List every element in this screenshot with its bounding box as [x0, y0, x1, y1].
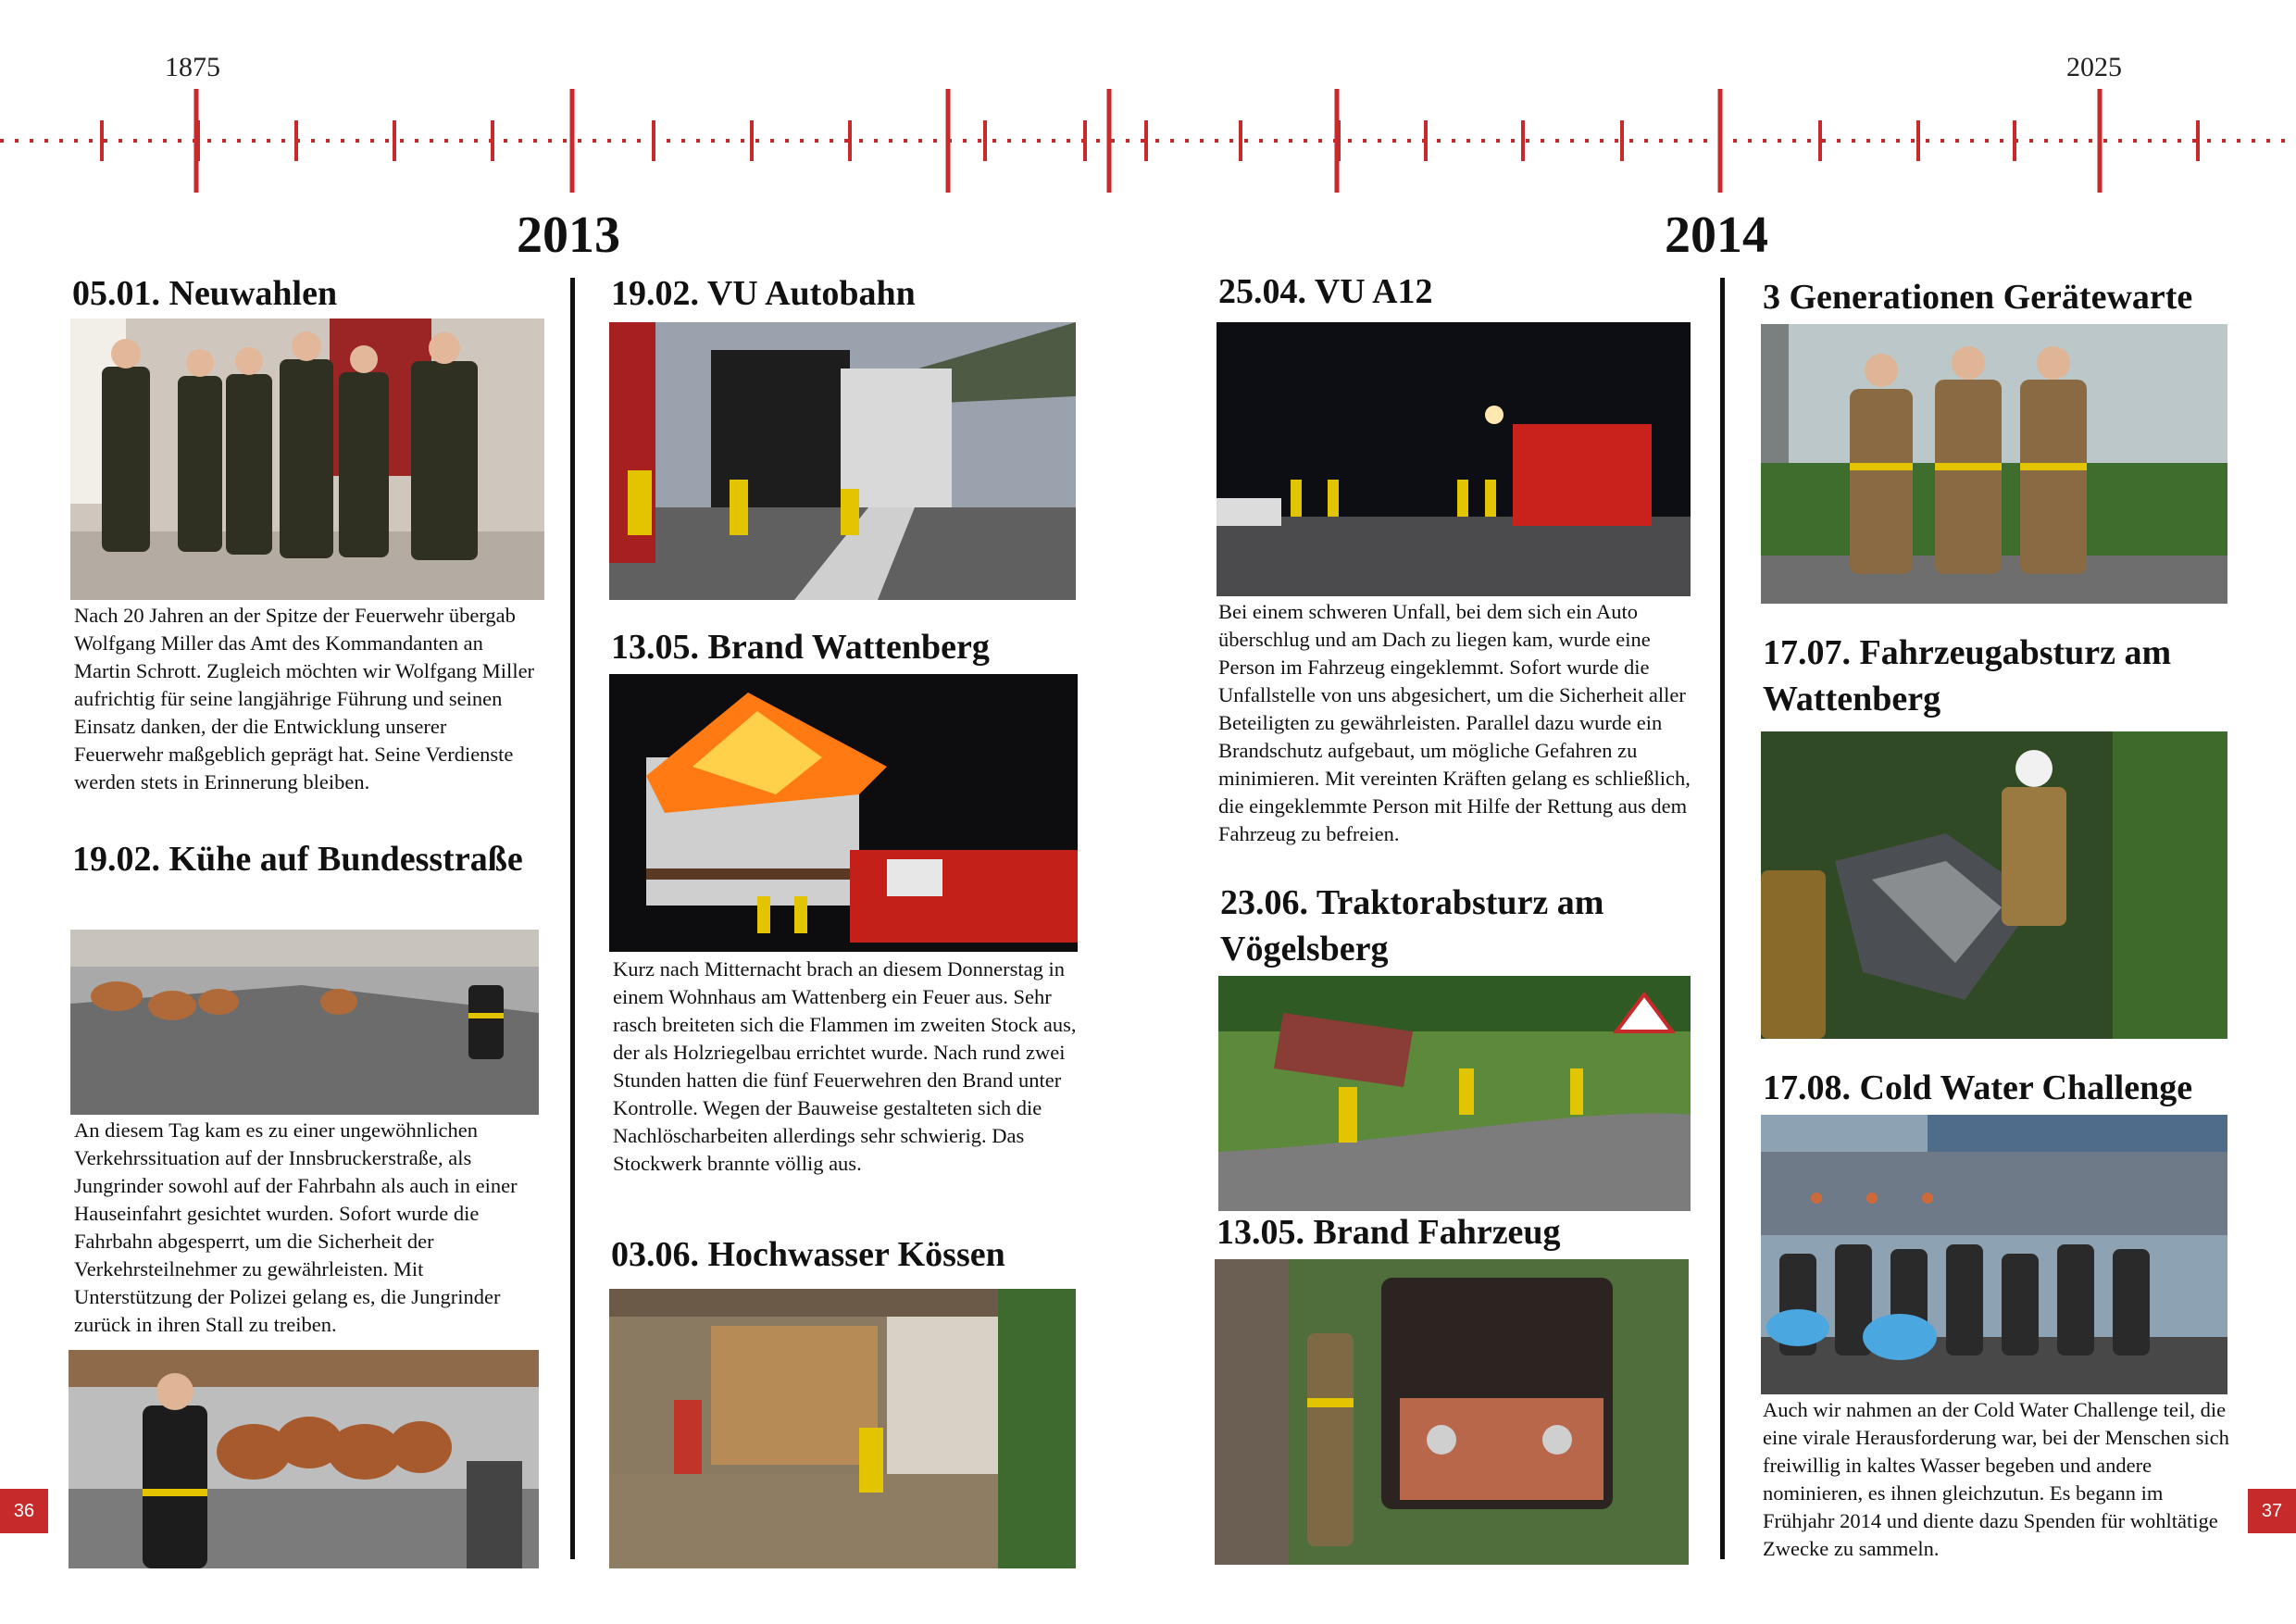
- column-divider-right: [1720, 278, 1725, 1559]
- year-heading-2013: 2013: [517, 206, 620, 264]
- timeline: [0, 0, 2296, 199]
- text-kuehe: An diesem Tag kam es zu einer ungewöhnlichen Verkehrssituation auf der Innsbruckerstraße, als Jungrinder sowohl auf der Fahrbahn als auch in einer Hauseinfahrt gesichtet wurden. Sofort wurde die Fahrbahn abgesperrt, um die Sicherheit der Verkehrsteilnehmer zu gewährleisten. Mit Unterstützung der Polizei gelang es, die Jungrinder zurück in ihren Stall zu treiben.: [74, 1118, 518, 1336]
- section-title-geraetewarte: 3 Generationen Gerätewarte: [1763, 278, 2193, 317]
- text-neuwahlen: Nach 20 Jahren an der Spitze der Feuerwehr übergab Wolfgang Miller das Amt des Kommandanten an Martin Schrott. Zugleich möchten wir Wolfgang Miller aufrichtig für seine langjährige Führung und seinen Einsatz danken, der die Entwicklung unserer Feuerwehr maßgeblich geprägt hat. Seine Verdienste werden stets in Erinnerung bleiben.: [74, 604, 535, 793]
- text-cold-water: Auch wir nahmen an der Cold Water Challenge teil, die eine virale Herausforderung war, bei der Menschen sich freiwillig in kaltes Wasser begeben und andere nominieren, es ihnen gleichzutun. Es begann im Frühjahr 2014 und diente dazu Spenden für wohltätige Zwecke zu sammeln.: [1763, 1398, 2229, 1560]
- column-divider-left: [570, 278, 575, 1559]
- section-title-brand-fahrzeug: 13.05. Brand Fahrzeug: [1217, 1213, 1561, 1252]
- photo-cold-water: [1761, 1115, 2227, 1394]
- photo-fahrzeugabsturz: [1761, 731, 2227, 1039]
- page-number-left: 36: [0, 1489, 48, 1533]
- year-heading-2014: 2014: [1665, 206, 1768, 264]
- section-title-neuwahlen: 05.01. Neuwahlen: [72, 274, 338, 313]
- timeline-axis: [0, 0, 2296, 199]
- photo-vu-autobahn: [609, 322, 1076, 600]
- section-title-fahrzeugabsturz: 17.07. Fahrzeugabsturz am Wattenberg: [1763, 633, 2172, 718]
- page-number-right: 37: [2248, 1489, 2296, 1533]
- photo-vu-a12: [1217, 322, 1691, 596]
- photo-kuehe-stall: [69, 1350, 539, 1568]
- text-vu-a12: Bei einem schweren Unfall, bei dem sich ein Auto überschlug und am Dach zu liegen kam, wurde eine Person im Fahrzeug eingeklemmt. Sofort wurde die Unfallstelle von uns abgesichert, um die Sicherheit aller Beteiligten zu gewährleisten. Parallel dazu wurde ein Brandschutz aufgebaut, um mögliche Gefahren zu minimieren. Mit vereinten Kräften gelang es schließlich, die eingeklemmte Person mit Hilfe der Rettung aus dem Fahrzeug zu befreien.: [1218, 600, 1691, 845]
- photo-neuwahlen: [70, 319, 544, 600]
- section-title-brand-wattenberg: 13.05. Brand Wattenberg: [611, 628, 990, 667]
- photo-hochwasser: [609, 1289, 1076, 1568]
- photo-brand-wattenberg: [609, 674, 1078, 952]
- photo-geraetewarte: [1761, 324, 2227, 604]
- section-title-vu-a12: 25.04. VU A12: [1218, 272, 1433, 311]
- section-title-kuehe: 19.02. Kühe auf Bundesstraße: [72, 840, 523, 879]
- section-title-vu-autobahn: 19.02. VU Autobahn: [611, 274, 916, 313]
- section-title-traktor: 23.06. Traktorabsturz am Vögelsberg: [1220, 883, 1604, 968]
- photo-brand-fahrzeug: [1215, 1259, 1689, 1565]
- photo-traktor: [1218, 976, 1691, 1211]
- section-title-hochwasser: 03.06. Hochwasser Kössen: [611, 1235, 1005, 1274]
- timeline-start-year: 1875: [165, 52, 220, 82]
- text-brand-wattenberg: Kurz nach Mitternacht brach an diesem Donnerstag in einem Wohnhaus am Wattenberg ein Feuer aus. Sehr rasch breiteten sich die Flammen im zweiten Stock aus, der als Holzriegelbau errichtet wurde. Nach rund zwei Stunden hatten die fünf Feuerwehren den Brand unter Kontrolle. Wegen der Bauweise gestalteten sich die Nachlöscharbeiten allerdings sehr schwierig. Das Stockwerk brannte völlig aus.: [613, 957, 1077, 1175]
- photo-kuehe: [70, 930, 539, 1115]
- section-title-cold-water: 17.08. Cold Water Challenge: [1763, 1068, 2193, 1107]
- timeline-end-year: 2025: [2066, 52, 2122, 82]
